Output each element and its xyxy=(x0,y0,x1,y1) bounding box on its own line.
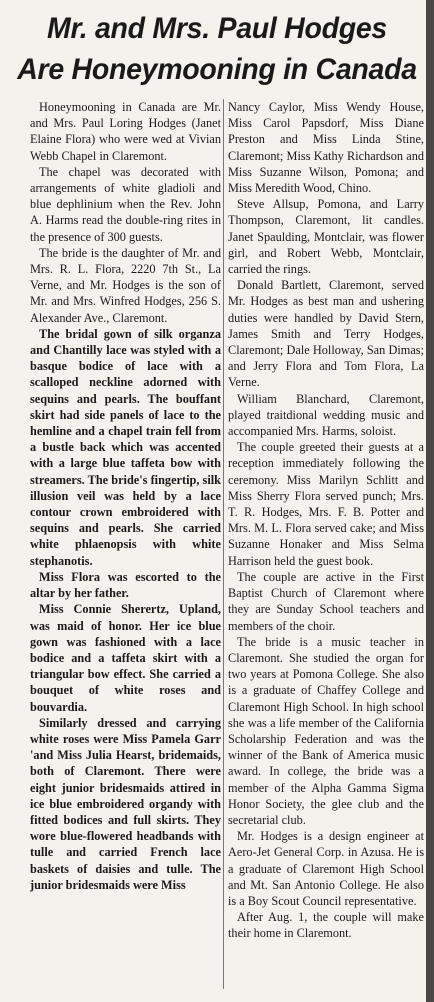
paragraph-escort: Miss Flora was escorted to the altar by her father. xyxy=(30,569,221,601)
column-rule xyxy=(223,99,224,989)
paragraph-church: The couple are active in the First Baptist Church of Claremont where they are Sunday School teachers and members of the choir. xyxy=(228,569,424,633)
paragraph-intro: Honeymooning in Canada are Mr. and Mrs. Paul Loring Hodges (Janet Elaine Flora) who were wed at Vivian Webb Chapel in Claremont. xyxy=(30,100,221,163)
headline-line-1: Mr. and Mrs. Paul Hodges xyxy=(47,12,387,45)
paragraph-best-man: Donald Bartlett, Claremont, served Mr. Hodges as best man and ushering duties were handled by David Stern, James Smith and Terry Hodges, Claremont; Dale Holloway, San Dimas; and Jerry Flora and Tom Flora, La Verne. xyxy=(228,278,424,390)
paragraph-candles: Steve Allsup, Pomona, and Larry Thompson, Claremont, lit candles. Janet Spaulding, Montclair, was flower girl, and Robert Webb, Montclair, carried the rings. xyxy=(228,197,424,277)
paragraph-reception: The couple greeted their guests at a reception immediately following the ceremony. Miss Marilyn Schlitt and Miss Sherry Flora served punch; Mrs. T. R. Hodges, Mrs. F. B. Potter and Mrs. M. L. Flora served cake; and Miss Suzanne Honaker and Miss Selma Harrison held the guest book. xyxy=(228,440,424,568)
article-column-right xyxy=(228,99,424,942)
page-edge-shadow xyxy=(426,0,434,1002)
paragraph-bridesmaids: Similarly dressed and carrying white roses were Miss Pamela Garr 'and Miss Julia Hearst, bridemaids, both of Claremont. There were eight junior bridesmaids attired in ice blue embroidered organdy with fitted bodices and full skirts. They wore blue-flowered headbands with tulle and carried French lace baskets of daisies and tulle. The junior bridesmaids were Miss xyxy=(30,715,221,892)
headline-line-2: Are Honeymooning in Canada xyxy=(17,53,417,86)
paragraph-bride-bio: The bride is a music teacher in Claremont. She studied the organ for two years at Pomona College. She also is a graduate of Chaffey College and Claremont High School. In high school she was a life member of the California Scholarship Federation and was the winner of the Bank of America music award. In college, the bride was a member of the Alpha Gamma Sigma Honor Society, the glee club and the secretarial club. xyxy=(228,634,424,827)
paragraph-junior-bridesmaids: Nancy Caylor, Miss Wendy House, Miss Carol Papsdorf, Miss Diane Preston and Miss Linda Stine, Claremont; Miss Kathy Richardson and Miss Suzanne Wilson, Pomona; and Miss Meredith Wood, Chino. xyxy=(228,100,424,196)
paragraph-gown: The bridal gown of silk organza and Chantilly lace was styled with a basque bodice of lace with a scalloped neckline adorned with sequins and pearls. The bouffant skirt had side panels of lace to the hemline and a chapel train fell from a bustle back which was accented with a large blue taffeta bow with streamers. The bride's fingertip, silk illusion veil was held by a lace contour crown embroidered with sequins and pearls. She carried white phlaenopsis with white stephanotis. xyxy=(30,326,221,568)
headline xyxy=(11,8,423,90)
article-column-left xyxy=(30,99,221,893)
paragraph-maid-of-honor: Miss Connie Sherertz, Upland, was maid of honor. Her ice blue gown was fashioned with a lace bodice and a taffeta skirt with a triangular bow effect. She carried a bouquet of white roses and bouvardia. xyxy=(30,602,221,714)
paragraph-chapel: The chapel was decorated with arrangements of white gladioli and blue dephlinium when the Rev. John A. Harms read the double-ring rites in the presence of 300 guests. xyxy=(30,164,221,244)
paragraph-home: After Aug. 1, the couple will make their home in Claremont. xyxy=(228,910,424,941)
paragraph-parents: The bride is the daughter of Mr. and Mrs. R. L. Flora, 2220 7th St., La Verne, and Mr. Hodges is the son of Mr. and Mrs. Winfred Hodges, 256 S. Alexander Ave., Claremont. xyxy=(30,245,221,325)
paragraph-music: William Blanchard, Claremont, played traitdional wedding music and accompanied Mrs. Harms, soloist. xyxy=(228,391,424,439)
paragraph-groom-bio: Mr. Hodges is a design engineer at Aero-Jet General Corp. in Azusa. He is a graduate of Claremont High School and Mt. San Antonio College. He also is a Boy Scout Council representative. xyxy=(228,829,424,908)
